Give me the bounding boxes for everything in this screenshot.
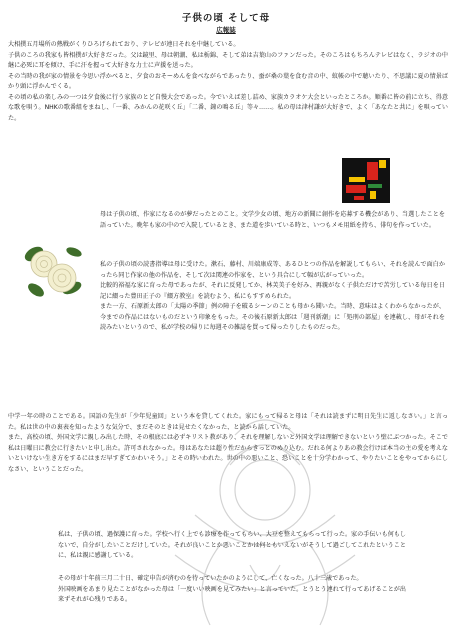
paragraph-school-days: 中学一年の時のことである。国語の先生が「少年児童回」という本を貸してくれた。家にもって帰ると母は「それは読まずに明日先生に返しなさい。」と言った。私は世の中の裏表を知ったような気分で、まだそのときは見せたくなかった、と読から話していた。 また、高校の頃、外国文学に親しみ出した時、その根底には必ずキリスト教があり、それを理解しないと外国文学は理解できないという壁にぶつかった。そこで私は日曜日に教会に行きたいと申し出た。許可されなかった。母はあなたは超り性だからきっとのめり込む。だれる何よりあの教会行けば本当の主の愛を考えないといけない生き方をするにはまだ早すぎてかわいそう。」とその時いわれた。世の中の悪いこと、恐いことを十分学わかって、やりたいことをやってからにしなさい、ということだった。: [8, 413, 448, 473]
paragraph-mother-writer-dream: 母は子供の頃、作家になるのが夢だったとのこと。文学少女の頃、地方の新聞に創作を応募する機会があり、当選したことを語っていた。晩年も家の中ので入院しているとき、また道を歩いている時と、いつもメモ用紙を持ち、俳句を作っていた。: [100, 211, 445, 229]
paragraph-sumo-memories: 大相撲五月場所の熱戦がくりひろげられており、テレビが連日それを中継している。 子供のころの我家も皆相撲が大好きだった。父は鏡里、母は朝潮、私は栃錦、そして弟は吉葉山のファンだった。そのころはもちろんテレビはなく、ラジオの中継に必死に耳を傾け、手に汗を握って大好きな力士に声援を送った。 その当時の我が家の情景を今思い浮かべると、夕食のおそーめんを食べながらであったり、蚕が桑の葉を食む音の中、蚊帳の中で聴いたり、不思議に夏の情景ばかり頭に浮かんでくる。 その頃の私の楽しみの一つは夕食後に行う家族のとど自慢大会であった。今でいえば差し詰め、家族カラオケ大会といったところか。順番に皆の前に立ち、得意な歌を唄う。NHKの歌番組をまねし、「一番、みかんの花咲く丘」「二番、鐘の鳴る丘」等々……。私の母は津村謙が大好きで、よく「あなたと共に」を唄っていた。: [8, 41, 448, 122]
paragraph-mother-passing: その母が十年前三月二十日、確定申告が済むのを待っていたかのようにして、亡くなった。八十三歳であった。 外国映画をあまり見たことがなかった母は「一度いい映画を見てみたい」と言っていた。とうとう連れて行ってあげることが出来ずそれが心残りである。: [58, 575, 406, 603]
paragraph-reading-guidance: 私の子供の頃の読書指導は母に受けた。漱石、藤村、川端康成等、あるひとつの作品を解説してもらい、それを読んで面白かったら同じ作家の他の作品を、そして次は関連の作家を、という具合にして幅が広がっていった。 比較的裕福な家に育った母であったが、それに反発してか、林芙美子を好み、再親がなく子供ただけで苦労している毎日を日記に綴った豊田正子の『綴方教室』を読むよう、私にもすすめられた。 また一方、石原新太郎の「太陽の季節」例の障子を破るシーンのことも母から聞いた。当時、意味はよくわからなかったが、今までの作品にはないものだという印象をもった。その後石原新太郎は「週刊新潮」に「処刑の部屋」を連載し、母がそれを読みたいというので、私が学校の帰りに毎週その雑誌を買って帰ったりしたものだった。: [100, 261, 445, 331]
paragraph-overprotected-childhood: 私は、子供の頃、過保護に育った。学校へ行く上でも診療を作ってもらい、大豆を整えてもらって行った。家の手伝いも何もしないで、自分がしたいことだけしていた。それが良いことか悪いことかは何ともいえないがそうして過ごしてこれたということに、私は親に感謝している。: [58, 531, 406, 559]
document-author: 広報誌: [216, 26, 236, 34]
white-roses-image: [22, 240, 84, 302]
document-title: 子供の頃 そして母: [181, 13, 271, 24]
abstract-painting-image: [342, 158, 390, 203]
